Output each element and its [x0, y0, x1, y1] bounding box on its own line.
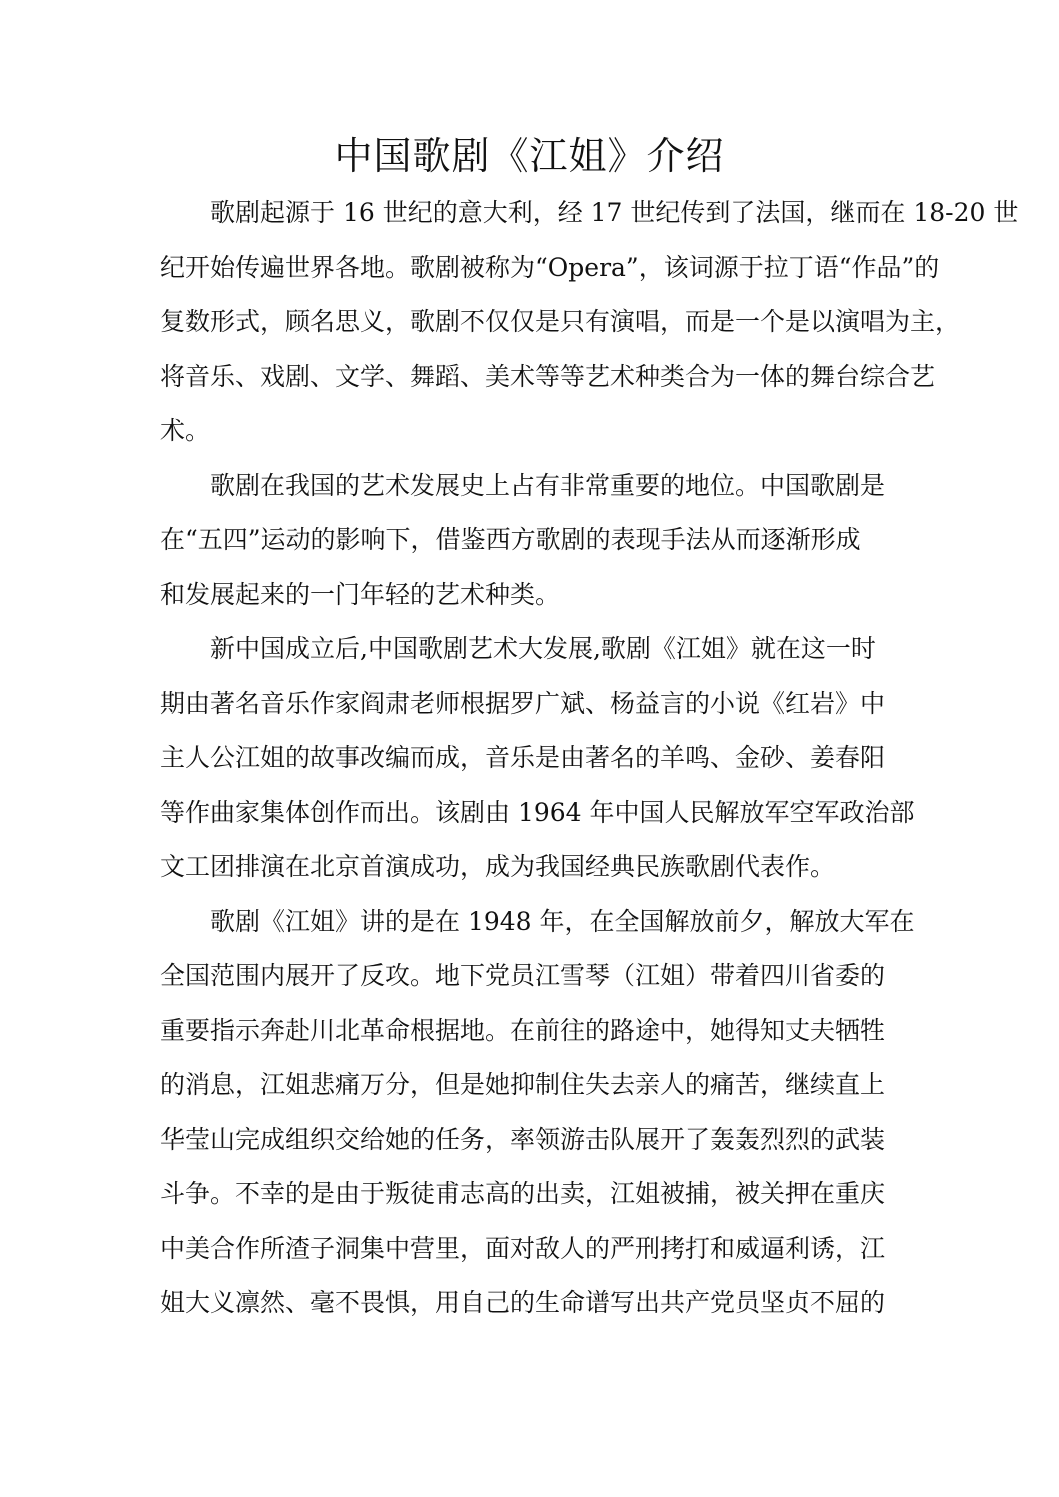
- paragraph-line: 主人公江姐的故事改编而成，音乐是由著名的羊鸣、金砂、姜春阳: [160, 743, 886, 772]
- paragraph-line: 斗争。不幸的是由于叛徒甫志高的出卖，江姐被捕，被关押在重庆: [160, 1179, 886, 1208]
- paragraph-line: 和发展起来的一门年轻的艺术种类。: [160, 579, 561, 609]
- paragraph-line: 术。: [160, 416, 211, 445]
- paragraph-line: 重要指示奔赴川北革命根据地。在前往的路途中，她得知丈夫牺牲: [160, 1015, 886, 1045]
- paragraph-line: 期由著名音乐作家阎肃老师根据罗广斌、杨益言的小说《红岩》中: [160, 688, 886, 718]
- paragraph-line: 纪开始传遍世界各地。歌剧被称为“Opera”，该词源于拉丁语“作品”的: [160, 252, 940, 282]
- paragraph-line: 将音乐、戏剧、文学、舞蹈、美术等等艺术种类合为一体的舞台综合艺: [160, 361, 936, 391]
- paragraph-opera-origin: [160, 186, 1019, 459]
- paragraph-line: 姐大义凛然、毫不畏惧，用自己的生命谱写出共产党员坚贞不屈的: [160, 1288, 886, 1317]
- paragraph-line: 的消息，江姐悲痛万分，但是她抑制住失去亲人的痛苦，继续直上: [160, 1070, 886, 1099]
- paragraph-line: 歌剧起源于 16 世纪的意大利，经 17 世纪传到了法国，继而在 18-20 世: [210, 198, 1019, 227]
- paragraph-line: 新中国成立后,中国歌剧艺术大发展,歌剧《江姐》就在这一时: [210, 634, 876, 663]
- paragraph-line: 全国范围内展开了反攻。地下党员江雪琴（江姐）带着四川省委的: [160, 961, 886, 990]
- paragraph-line: 华莹山完成组织交给她的任务，率领游击队展开了轰轰烈烈的武装: [160, 1124, 886, 1154]
- paragraph-line: 歌剧在我国的艺术发展史上占有非常重要的地位。中国歌剧是: [210, 470, 886, 500]
- paragraph-line: 歌剧《江姐》讲的是在 1948 年，在全国解放前夕，解放大军在: [210, 906, 915, 936]
- paragraph-line: 中美合作所渣子洞集中营里，面对敌人的严刑拷打和威逼利诱，江: [160, 1233, 886, 1263]
- document-title: 中国歌剧《江姐》介绍: [334, 134, 725, 178]
- paragraph-line: 文工团排演在北京首演成功，成为我国经典民族歌剧代表作。: [160, 852, 836, 881]
- document-body: [160, 186, 1019, 1331]
- paragraph-line: 等作曲家集体创作而出。该剧由 1964 年中国人民解放军空军政治部: [160, 797, 915, 827]
- paragraph-line: 复数形式，顾名思义，歌剧不仅仅是只有演唱，而是一个是以演唱为主，: [160, 307, 961, 336]
- paragraph-line: 在“五四”运动的影响下，借鉴西方歌剧的表现手法从而逐渐形成: [160, 525, 861, 554]
- paragraph-jiangjie-story: [160, 895, 915, 1331]
- paragraph-jiangjie-creation: [160, 622, 915, 895]
- paragraph-chinese-opera-status: [160, 459, 900, 623]
